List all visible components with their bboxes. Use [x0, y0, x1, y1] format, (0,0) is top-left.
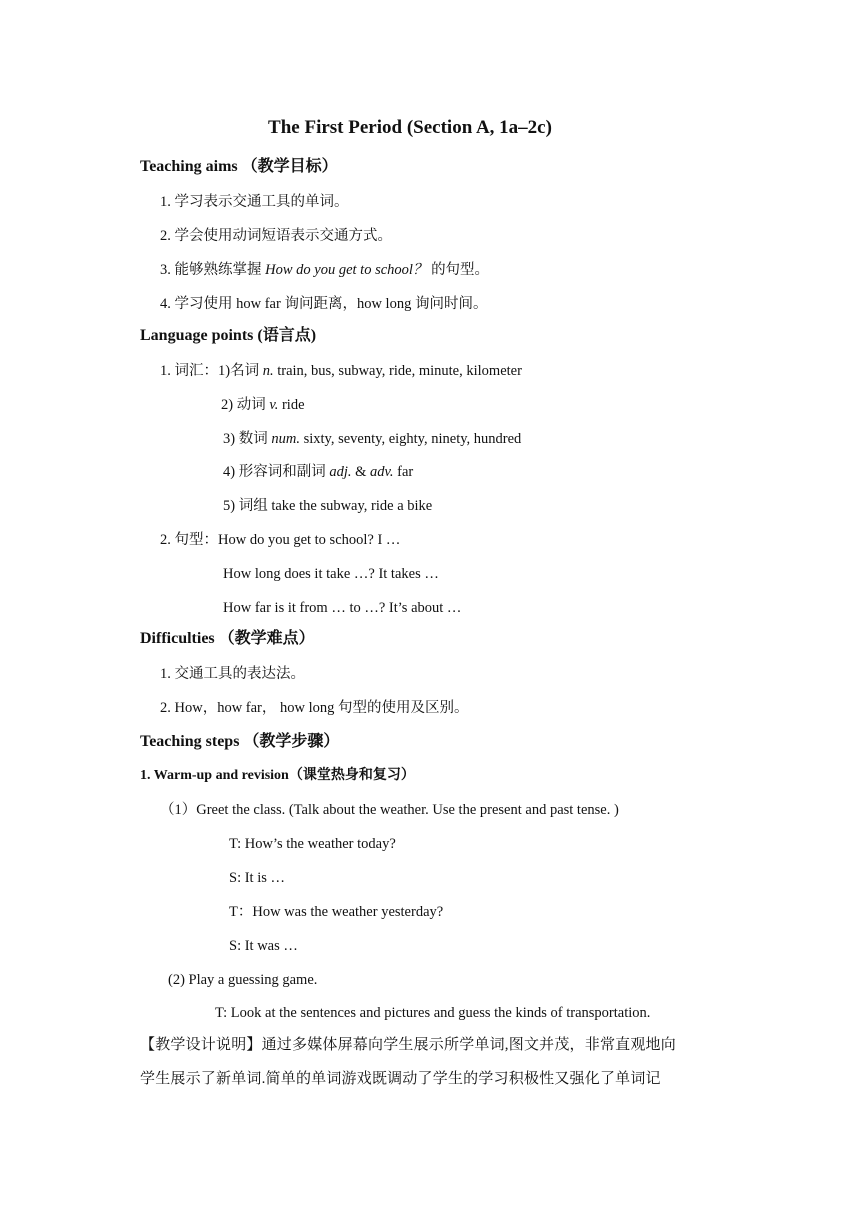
- pattern-line-3: How far is it from … to …? It’s about …: [223, 600, 462, 616]
- dialogue-line-5: T: Look at the sentences and pictures and guess the kinds of transportation.: [215, 1005, 651, 1021]
- steps-heading: Teaching steps （教学步骤）: [140, 733, 340, 750]
- dialogue-line-1: T: How’s the weather today?: [229, 836, 396, 852]
- vocab-line-1: 1. 词汇：1)名词 n. train, bus, subway, ride, minute, kilometer: [160, 363, 522, 379]
- warmup-step-1: （1）Greet the class. (Talk about the weather. Use the present and past tense. ): [160, 802, 619, 818]
- aims-heading: Teaching aims （教学目标）: [140, 158, 338, 175]
- dialogue-line-2: S: It is …: [229, 870, 285, 886]
- page-title: The First Period (Section A, 1a–2c): [268, 117, 552, 138]
- vocab-line-4: 4) 形容词和副词 adj. & adv. far: [223, 464, 414, 480]
- vocab-line-5: 5) 词组 take the subway, ride a bike: [223, 498, 433, 514]
- warmup-step-2: (2) Play a guessing game.: [168, 972, 318, 988]
- difficulties-item-1: 1. 交通工具的表达法。: [160, 666, 305, 682]
- design-note-line-1: 【教学设计说明】通过多媒体屏幕向学生展示所学单词,图文并茂，非常直观地向: [140, 1037, 676, 1053]
- vocab-line-2: 2) 动词 v. ride: [221, 397, 305, 413]
- aims-item-3: 3. 能够熟练掌握 How do you get to school？ 的句型。: [160, 262, 490, 278]
- warmup-subheading: 1. Warm-up and revision（课堂热身和复习）: [140, 768, 415, 783]
- vocab-line-3: 3) 数词 num. sixty, seventy, eighty, ninety, hundred: [223, 431, 522, 447]
- dialogue-line-4: S: It was …: [229, 938, 298, 954]
- dialogue-line-3: T：How was the weather yesterday?: [229, 904, 444, 920]
- difficulties-heading: Difficulties （教学难点）: [140, 630, 315, 647]
- pattern-line-1: 2. 句型：How do you get to school? I …: [160, 532, 401, 548]
- aims-item-2: 2. 学会使用动词短语表示交通方式。: [160, 228, 392, 244]
- pattern-line-2: How long does it take …? It takes …: [223, 566, 439, 582]
- difficulties-item-2: 2. How，how far， how long 句型的使用及区别。: [160, 700, 469, 716]
- aims-item-1: 1. 学习表示交通工具的单词。: [160, 194, 349, 210]
- design-note-line-2: 学生展示了新单词.简单的单词游戏既调动了学生的学习积极性又强化了单词记: [140, 1071, 661, 1087]
- aims-item-4: 4. 学习使用 how far 询问距离，how long 询问时间。: [160, 296, 488, 312]
- language-heading: Language points (语言点): [140, 327, 317, 344]
